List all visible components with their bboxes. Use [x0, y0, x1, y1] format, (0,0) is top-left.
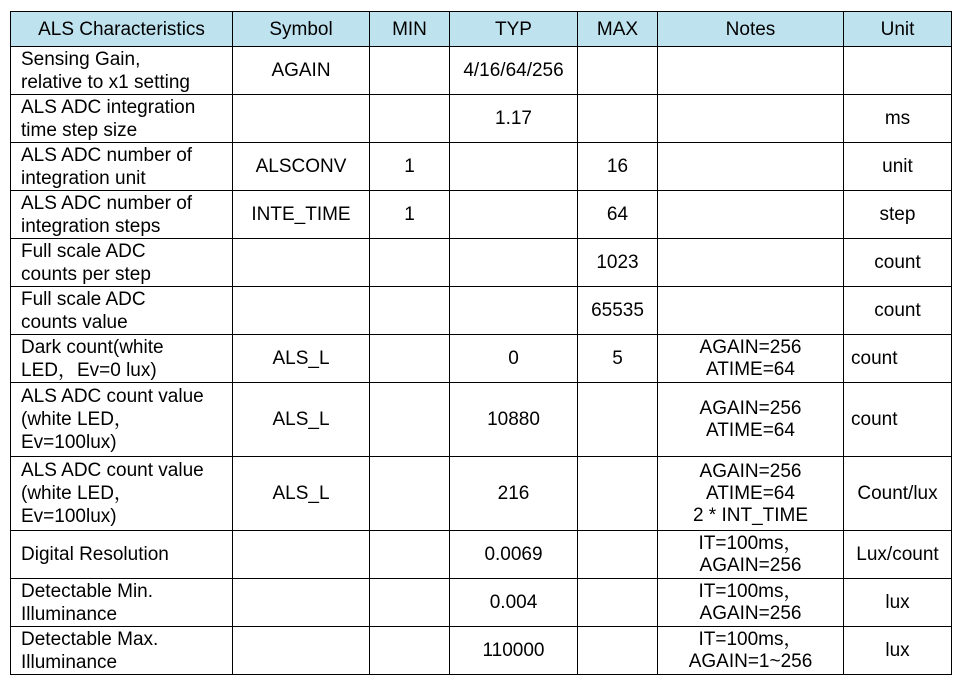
characteristic-cell: Full scale ADC counts per step — [11, 239, 233, 287]
notes-cell — [658, 287, 844, 335]
symbol-cell: ALS_L — [233, 335, 370, 383]
typ-cell — [450, 191, 578, 239]
unit-cell: step — [844, 191, 952, 239]
unit-cell: count — [844, 383, 952, 457]
characteristic-cell: ALS ADC number of integration steps — [11, 191, 233, 239]
table-row — [11, 47, 952, 95]
min-cell — [370, 383, 450, 457]
notes-cell: AGAIN=256 ATIME=64 — [658, 383, 844, 457]
header-row — [11, 12, 952, 47]
max-cell — [578, 95, 658, 143]
table-row — [11, 579, 952, 627]
min-cell: 1 — [370, 191, 450, 239]
notes-cell: AGAIN=256 ATIME=64 — [658, 335, 844, 383]
max-cell — [578, 579, 658, 627]
unit-cell — [844, 47, 952, 95]
header-cell: ALS Characteristics — [11, 12, 233, 47]
unit-cell: lux — [844, 627, 952, 675]
notes-cell: IT=100ms， AGAIN=256 — [658, 531, 844, 579]
notes-cell — [658, 95, 844, 143]
max-cell — [578, 627, 658, 675]
characteristic-cell: Detectable Min. Illuminance — [11, 579, 233, 627]
max-cell — [578, 457, 658, 531]
symbol-cell — [233, 239, 370, 287]
table-body — [11, 47, 952, 675]
symbol-cell — [233, 531, 370, 579]
characteristic-cell: ALS ADC count value (white LED， Ev=100lux) — [11, 383, 233, 457]
header-cell: MIN — [370, 12, 450, 47]
notes-cell: AGAIN=256 ATIME=64 2 * INT_TIME — [658, 457, 844, 531]
notes-cell: IT=100ms， AGAIN=256 — [658, 579, 844, 627]
header-cell: Notes — [658, 12, 844, 47]
notes-cell — [658, 239, 844, 287]
min-cell — [370, 579, 450, 627]
unit-cell: Lux/count — [844, 531, 952, 579]
min-cell: 1 — [370, 143, 450, 191]
characteristic-cell: Digital Resolution — [11, 531, 233, 579]
min-cell — [370, 95, 450, 143]
min-cell — [370, 287, 450, 335]
notes-cell — [658, 143, 844, 191]
table-row — [11, 191, 952, 239]
characteristic-cell: ALS ADC count value (white LED， Ev=100lux) — [11, 457, 233, 531]
typ-cell: 10880 — [450, 383, 578, 457]
header-cell: MAX — [578, 12, 658, 47]
characteristic-cell: Full scale ADC counts value — [11, 287, 233, 335]
table-row — [11, 95, 952, 143]
symbol-cell: AGAIN — [233, 47, 370, 95]
unit-cell: lux — [844, 579, 952, 627]
max-cell: 16 — [578, 143, 658, 191]
characteristic-cell: Sensing Gain, relative to x1 setting — [11, 47, 233, 95]
table-row — [11, 627, 952, 675]
max-cell — [578, 383, 658, 457]
table-row — [11, 143, 952, 191]
min-cell — [370, 239, 450, 287]
typ-cell: 0.004 — [450, 579, 578, 627]
symbol-cell — [233, 287, 370, 335]
characteristic-cell: ALS ADC integration time step size — [11, 95, 233, 143]
typ-cell: 1.17 — [450, 95, 578, 143]
typ-cell — [450, 239, 578, 287]
characteristic-cell: ALS ADC number of integration unit — [11, 143, 233, 191]
typ-cell: 4/16/64/256 — [450, 47, 578, 95]
characteristic-cell: Detectable Max. Illuminance — [11, 627, 233, 675]
min-cell — [370, 335, 450, 383]
max-cell: 65535 — [578, 287, 658, 335]
characteristic-cell: Dark count(white LED，Ev=0 lux) — [11, 335, 233, 383]
notes-cell: IT=100ms， AGAIN=1~256 — [658, 627, 844, 675]
table-row — [11, 239, 952, 287]
symbol-cell — [233, 579, 370, 627]
symbol-cell — [233, 627, 370, 675]
header-cell: TYP — [450, 12, 578, 47]
unit-cell: count — [844, 239, 952, 287]
typ-cell — [450, 143, 578, 191]
table-row — [11, 383, 952, 457]
min-cell — [370, 531, 450, 579]
table-row — [11, 287, 952, 335]
typ-cell: 110000 — [450, 627, 578, 675]
max-cell — [578, 531, 658, 579]
min-cell — [370, 457, 450, 531]
notes-cell — [658, 191, 844, 239]
symbol-cell — [233, 95, 370, 143]
unit-cell: count — [844, 335, 952, 383]
als-characteristics-table — [10, 11, 952, 675]
max-cell: 5 — [578, 335, 658, 383]
symbol-cell: ALS_L — [233, 383, 370, 457]
typ-cell — [450, 287, 578, 335]
table-row — [11, 531, 952, 579]
header-cell: Unit — [844, 12, 952, 47]
max-cell — [578, 47, 658, 95]
typ-cell: 0.0069 — [450, 531, 578, 579]
header-cell: Symbol — [233, 12, 370, 47]
symbol-cell: INTE_TIME — [233, 191, 370, 239]
min-cell — [370, 47, 450, 95]
max-cell: 1023 — [578, 239, 658, 287]
unit-cell: ms — [844, 95, 952, 143]
table-row — [11, 457, 952, 531]
unit-cell: Count/lux — [844, 457, 952, 531]
min-cell — [370, 627, 450, 675]
unit-cell: unit — [844, 143, 952, 191]
typ-cell: 0 — [450, 335, 578, 383]
typ-cell: 216 — [450, 457, 578, 531]
table-row — [11, 335, 952, 383]
max-cell: 64 — [578, 191, 658, 239]
symbol-cell: ALS_L — [233, 457, 370, 531]
unit-cell: count — [844, 287, 952, 335]
symbol-cell: ALSCONV — [233, 143, 370, 191]
notes-cell — [658, 47, 844, 95]
